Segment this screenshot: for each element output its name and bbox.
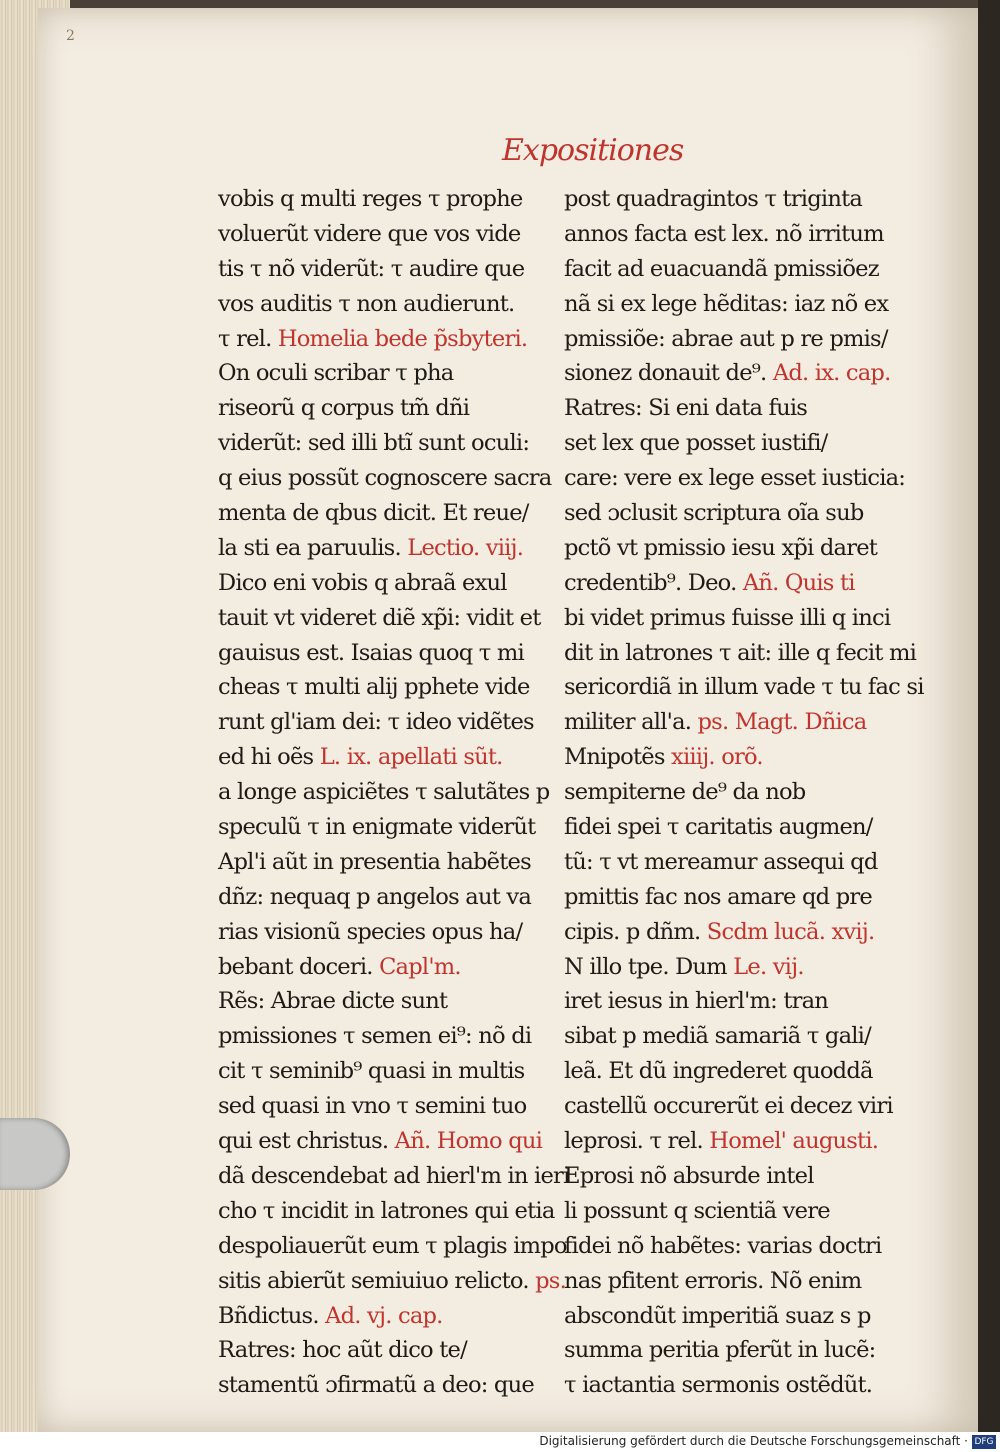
rubric-text: Homelia bede p̃sbyteri.: [271, 325, 528, 352]
line-text: annos facta est lex. nõ irritum: [564, 220, 884, 247]
rubric-text: Scdm lucã. xvij.: [700, 918, 875, 945]
line-text: bebant doceri.: [218, 953, 373, 980]
text-line: [218, 391, 550, 426]
text-line: [218, 322, 550, 357]
line-text: tis τ nõ viderũt: τ audire que: [218, 255, 525, 282]
line-text: gauisus est. Isaias quoq τ mi: [218, 639, 524, 666]
text-line: [218, 1368, 550, 1403]
text-line: [564, 636, 917, 671]
text-line: [564, 670, 924, 705]
rubric-text: Ad. vj. cap.: [318, 1302, 443, 1329]
text-line: [564, 1159, 896, 1194]
line-text: sed ɔclusit scriptura oĩa sub: [564, 500, 864, 527]
line-text: pctõ vt pmissio iesu xp̃i daret: [564, 534, 878, 561]
rubric-text: Ad. ix. cap.: [766, 360, 891, 387]
text-line: [564, 810, 896, 845]
right-text-column: [564, 182, 924, 1403]
line-text: Apl'i aũt in presentia habẽtes: [218, 848, 531, 875]
rubric-text: xiiij. orõ.: [664, 744, 763, 771]
text-line: [564, 1089, 896, 1124]
line-text: speculũ τ in enigmate viderũt: [218, 814, 536, 841]
text-line: [564, 426, 896, 461]
text-line: [564, 1368, 896, 1403]
text-line: [218, 182, 550, 217]
text-line: [218, 670, 550, 705]
text-line: [218, 1054, 550, 1089]
line-text: sed quasi in vno τ semini tuo: [218, 1093, 527, 1120]
text-line: [218, 775, 550, 810]
line-text: N illo tpe. Dum: [564, 953, 727, 980]
line-text: voluerũt videre que vos vide: [218, 220, 521, 247]
text-line: [218, 1299, 550, 1334]
text-line: [564, 915, 896, 950]
rubric-text: Añ. Homo qui: [388, 1128, 543, 1155]
line-text: fidei nõ habẽtes: varias doctri: [564, 1232, 882, 1259]
line-text: vobis q multi reges τ prophe: [218, 186, 523, 212]
line-text: τ rel.: [218, 325, 272, 352]
line-text: pmissiones τ semen ei⁹: nõ di: [218, 1023, 532, 1050]
line-text: sericordiã in illum vade τ tu fac si: [564, 674, 924, 701]
line-text: pmittis fac nos amare qd pre: [564, 883, 872, 910]
rubric-text: Capl'm.: [372, 953, 461, 980]
scan-background-strip: [978, 0, 1000, 1432]
folio-mark: 2: [66, 28, 75, 44]
left-text-column: [218, 182, 570, 1403]
line-text: castellũ occurerũt ei decez viri: [564, 1093, 893, 1120]
text-line: [564, 1299, 896, 1334]
line-text: menta de qbus dicit. Et reue/: [218, 500, 529, 527]
line-text: leprosi. τ rel.: [564, 1128, 703, 1155]
line-text: dit in latrones τ ait: ille q fecit mi: [564, 639, 917, 666]
line-text: viderũt: sed illi btĩ sunt oculi:: [218, 430, 530, 457]
line-text: tauit vt videret diẽ xp̃i: vidit et: [218, 604, 541, 631]
text-line: [218, 1124, 550, 1159]
line-text: facit ad euacuandã pmissiõez: [564, 255, 879, 282]
text-line: [218, 426, 550, 461]
text-line: [218, 601, 550, 636]
text-line: [218, 461, 550, 496]
text-line: [218, 566, 550, 601]
rubric-text: Le. vij.: [726, 953, 804, 980]
text-line: [564, 461, 906, 496]
text-line: [564, 601, 896, 636]
text-line: [218, 1159, 570, 1194]
line-text: Bñdictus.: [218, 1302, 319, 1329]
line-text: Rẽs: Abrae dicte sunt: [218, 988, 448, 1015]
line-text: li possunt q scientiã vere: [564, 1197, 830, 1224]
line-text: credentib⁹. Deo.: [564, 569, 737, 596]
page-clip: [0, 1118, 70, 1190]
line-text: cit τ seminib⁹ quasi in multis: [218, 1058, 525, 1085]
text-line: [218, 845, 550, 880]
text-line: [564, 217, 896, 252]
text-line: [564, 356, 896, 391]
line-text: rias visionũ species opus ha/: [218, 918, 523, 945]
rubric-text: Añ. Quis ti: [736, 569, 855, 596]
line-text: Ratres: Si eni data fuis: [564, 395, 808, 422]
line-text: q eius possũt cognoscere sacra: [218, 465, 552, 492]
line-text: sempiterne de⁹ da nob: [564, 779, 806, 806]
dfg-logo: DFG: [972, 1435, 996, 1449]
line-text: Ratres: hoc aũt dico te/: [218, 1337, 467, 1364]
funding-credit: Digitalisierung gefördert durch die Deutsche Forschungsgemeinschaft ·: [539, 1434, 968, 1448]
text-line: [218, 705, 550, 740]
rubric-text: Homel' augusti.: [702, 1128, 879, 1155]
line-text: dñz: nequaq p angelos aut va: [218, 883, 531, 910]
line-text: tũ: τ vt mereamur assequi qd: [564, 848, 878, 875]
text-line: [564, 1019, 896, 1054]
line-text: despoliauerũt eum τ plagis impo: [218, 1232, 567, 1259]
line-text: set lex que posset iustifi/: [564, 430, 828, 457]
line-text: a longe aspiciẽtes τ salutãtes p: [218, 779, 550, 806]
rubric-text: ps.: [528, 1267, 566, 1294]
text-line: [218, 287, 550, 322]
rubric-text: Lectio. viij.: [400, 534, 524, 561]
line-text: vos auditis τ non audierunt.: [218, 290, 515, 317]
line-text: la sti ea paruulis.: [218, 534, 401, 561]
text-line: [564, 531, 896, 566]
line-text: sitis abierũt semiuiuo relicto.: [218, 1267, 529, 1294]
line-text: qui est christus.: [218, 1128, 389, 1155]
line-text: riseorũ q corpus tm̃ dñi: [218, 395, 470, 422]
text-line: [564, 1054, 896, 1089]
text-line: [564, 252, 896, 287]
line-text: care: vere ex lege esset iusticia:: [564, 465, 906, 492]
text-line: [218, 496, 550, 531]
line-text: bi videt primus fuisse illi q inci: [564, 604, 891, 631]
text-line: [218, 1089, 550, 1124]
line-text: sibat p mediã samariã τ gali/: [564, 1023, 871, 1050]
line-text: On oculi scribar τ pha: [218, 360, 454, 387]
line-text: nas pfitent erroris. Nõ enim: [564, 1267, 862, 1294]
line-text: cho τ incidit in latrones qui etia: [218, 1197, 555, 1224]
line-text: post quadragintos τ triginta: [564, 186, 863, 212]
text-line: [564, 950, 896, 985]
text-line: [564, 322, 896, 357]
text-line: [564, 1229, 896, 1264]
text-line: [218, 1019, 550, 1054]
text-line: [564, 287, 896, 322]
text-line: [218, 252, 550, 287]
line-text: nã si ex lege hẽditas: iaz nõ ex: [564, 290, 889, 317]
line-text: pmissiõe: abrae aut p re pmis/: [564, 325, 888, 352]
line-text: runt gl'iam dei: τ ideo vidẽtes: [218, 709, 534, 736]
line-text: fidei spei τ caritatis augmen/: [564, 814, 873, 841]
text-line: [564, 1124, 896, 1159]
text-line: [564, 705, 896, 740]
text-line: [564, 880, 896, 915]
line-text: sionez donauit de⁹.: [564, 360, 767, 387]
text-line: [218, 740, 550, 775]
line-text: Eprosi nõ absurde intel: [564, 1162, 814, 1189]
text-line: [564, 182, 896, 217]
line-text: summa peritia pferũt in lucẽ:: [564, 1337, 876, 1364]
text-line: [218, 880, 550, 915]
line-text: militer all'a.: [564, 709, 692, 736]
text-line: [564, 984, 896, 1019]
line-text: Mnipotẽs: [564, 744, 665, 771]
rubric-text: ps. Magt. Dñica: [691, 709, 867, 736]
running-head: Expositiones: [502, 133, 684, 168]
text-line: [218, 915, 550, 950]
rubric-text: L. ix. apellati sũt.: [313, 744, 503, 771]
text-line: [218, 950, 550, 985]
text-line: [564, 1333, 896, 1368]
text-line: [218, 984, 550, 1019]
line-text: leã. Et dũ ingrederet quoddã: [564, 1058, 873, 1085]
line-text: Dico eni vobis q abraã exul: [218, 569, 507, 596]
text-line: [218, 217, 550, 252]
text-line: [564, 391, 896, 426]
text-line: [218, 1333, 550, 1368]
footer-bar: [0, 1432, 1000, 1452]
text-line: [564, 845, 896, 880]
line-text: ed hi oẽs: [218, 744, 314, 771]
line-text: dã descendebat ad hierl'm in ieri: [218, 1162, 570, 1189]
text-line: [564, 775, 896, 810]
text-line: [218, 1264, 566, 1299]
text-line: [218, 531, 550, 566]
text-line: [218, 636, 550, 671]
text-line: [564, 1264, 896, 1299]
line-text: abscondũt imperitiã suaz s p: [564, 1302, 871, 1329]
text-line: [218, 1229, 567, 1264]
text-line: [564, 1194, 896, 1229]
line-text: stamentũ ɔfirmatũ a deo: que: [218, 1372, 534, 1399]
text-line: [218, 810, 550, 845]
line-text: iret iesus in hierl'm: tran: [564, 988, 829, 1015]
text-line: [564, 740, 896, 775]
text-line: [564, 566, 896, 601]
line-text: cipis. p dñm.: [564, 918, 701, 945]
text-line: [218, 1194, 555, 1229]
text-line: [218, 356, 550, 391]
line-text: τ iactantia sermonis ostẽdũt.: [564, 1372, 873, 1399]
line-text: cheas τ multi alij pphete vide: [218, 674, 530, 701]
text-line: [564, 496, 896, 531]
